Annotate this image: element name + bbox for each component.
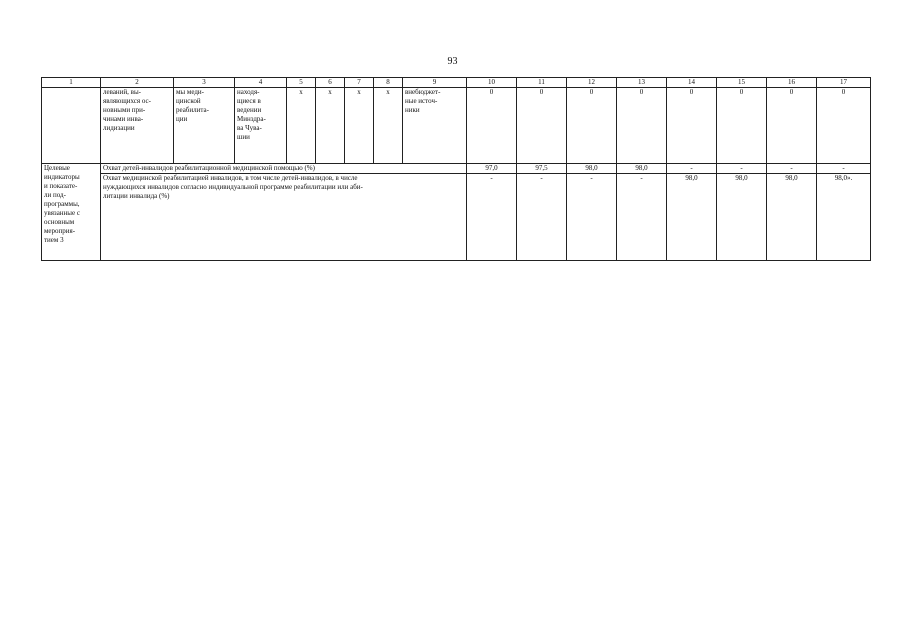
column-number: 17	[817, 78, 871, 88]
cell-line: ведении	[237, 106, 262, 114]
cell-line: новными при-	[103, 106, 146, 114]
cell-line: леваний, вы-	[103, 88, 141, 96]
cell-line: Охват детей-инвалидов реабилитационной медицинской помощью (%)	[103, 164, 315, 172]
table-cell: 0	[667, 88, 717, 164]
table-cell: -	[467, 174, 517, 261]
cell-line: литации инвалида (%)	[103, 192, 170, 200]
indicator-description	[101, 164, 467, 174]
cell-line: и показате-	[44, 182, 78, 190]
cell-line: Целевые	[44, 164, 70, 172]
table-cell: x	[374, 88, 403, 164]
cell-line: ли под-	[44, 191, 66, 199]
continuation-row	[42, 88, 871, 164]
table-cell: 98,0	[767, 174, 817, 261]
cell-line: нуждающихся инвалидов согласно индивидуальной программе реабилитации или аби-	[103, 183, 363, 191]
cell-line: Охват медицинской реабилитацией инвалидов, в том числе детей-инвалидов, в числе	[103, 174, 358, 182]
cell-line: ва Чува-	[237, 124, 262, 132]
column-number: 4	[235, 78, 287, 88]
table-cell: 97,5	[517, 164, 567, 174]
table-cell: 98,0	[567, 164, 617, 174]
cell-line: реабилита-	[176, 106, 209, 114]
table-cell: -	[617, 174, 667, 261]
indicator-description	[101, 174, 467, 261]
indicator-row	[42, 164, 871, 174]
column-number: 11	[517, 78, 567, 88]
cell-line: цинской	[176, 97, 201, 105]
column-number: 5	[287, 78, 316, 88]
table-cell: 0	[717, 88, 767, 164]
table-cell: 98,0».	[817, 174, 871, 261]
indicator-row	[42, 174, 871, 261]
cell-line: основным	[44, 218, 75, 226]
table-cell: 0	[617, 88, 667, 164]
table-cell: 0	[467, 88, 517, 164]
column-number: 15	[717, 78, 767, 88]
table-cell: 0	[767, 88, 817, 164]
column-number: 6	[316, 78, 345, 88]
column-number: 1	[42, 78, 101, 88]
cell-line: лидизации	[103, 124, 135, 132]
table-cell: 97,0	[467, 164, 517, 174]
cell-line: ники	[405, 106, 420, 114]
cell-line: индикаторы	[44, 173, 80, 181]
column-number: 7	[345, 78, 374, 88]
column-number: 12	[567, 78, 617, 88]
cell-line: мы меди-	[176, 88, 204, 96]
table-cell	[403, 88, 467, 164]
indicator-label-cell	[42, 164, 101, 261]
cell-line: шии	[237, 133, 250, 141]
table-cell	[235, 88, 287, 164]
cell-line: чинами инва-	[103, 115, 144, 123]
column-number: 14	[667, 78, 717, 88]
table-cell: -	[667, 164, 717, 174]
cell-line: тием 3	[44, 236, 64, 244]
table-cell: x	[287, 88, 316, 164]
page-number: 93	[447, 56, 458, 67]
table-cell: 0	[567, 88, 617, 164]
table-cell: -	[717, 164, 767, 174]
table-cell: x	[316, 88, 345, 164]
column-number: 13	[617, 78, 667, 88]
column-number: 8	[374, 78, 403, 88]
cell-line: ные источ-	[405, 97, 438, 105]
table-cell: -	[517, 174, 567, 261]
table-cell: -	[567, 174, 617, 261]
table-cell	[42, 88, 101, 164]
column-number: 2	[101, 78, 174, 88]
cell-line: увязанные с	[44, 209, 80, 217]
table-cell: 0	[517, 88, 567, 164]
table-cell: -	[817, 164, 871, 174]
cell-line: ции	[176, 115, 188, 123]
cell-line: мероприя-	[44, 227, 76, 235]
table-cell: 98,0	[667, 174, 717, 261]
column-number-row	[42, 78, 871, 88]
table-cell: -	[767, 164, 817, 174]
cell-line: Минздра-	[237, 115, 266, 123]
table-cell	[174, 88, 235, 164]
table-cell: 98,0	[617, 164, 667, 174]
cell-line: щиеся в	[237, 97, 261, 105]
table-cell: 0	[817, 88, 871, 164]
table-cell: 98,0	[717, 174, 767, 261]
column-number: 3	[174, 78, 235, 88]
cell-line: являющихся ос-	[103, 97, 151, 105]
column-number: 10	[467, 78, 517, 88]
cell-line: находя-	[237, 88, 260, 96]
table-cell: x	[345, 88, 374, 164]
indicator-table	[41, 77, 871, 261]
column-number: 16	[767, 78, 817, 88]
table-cell	[101, 88, 174, 164]
cell-line: внебюджет-	[405, 88, 441, 96]
column-number: 9	[403, 78, 467, 88]
cell-line: программы,	[44, 200, 80, 208]
